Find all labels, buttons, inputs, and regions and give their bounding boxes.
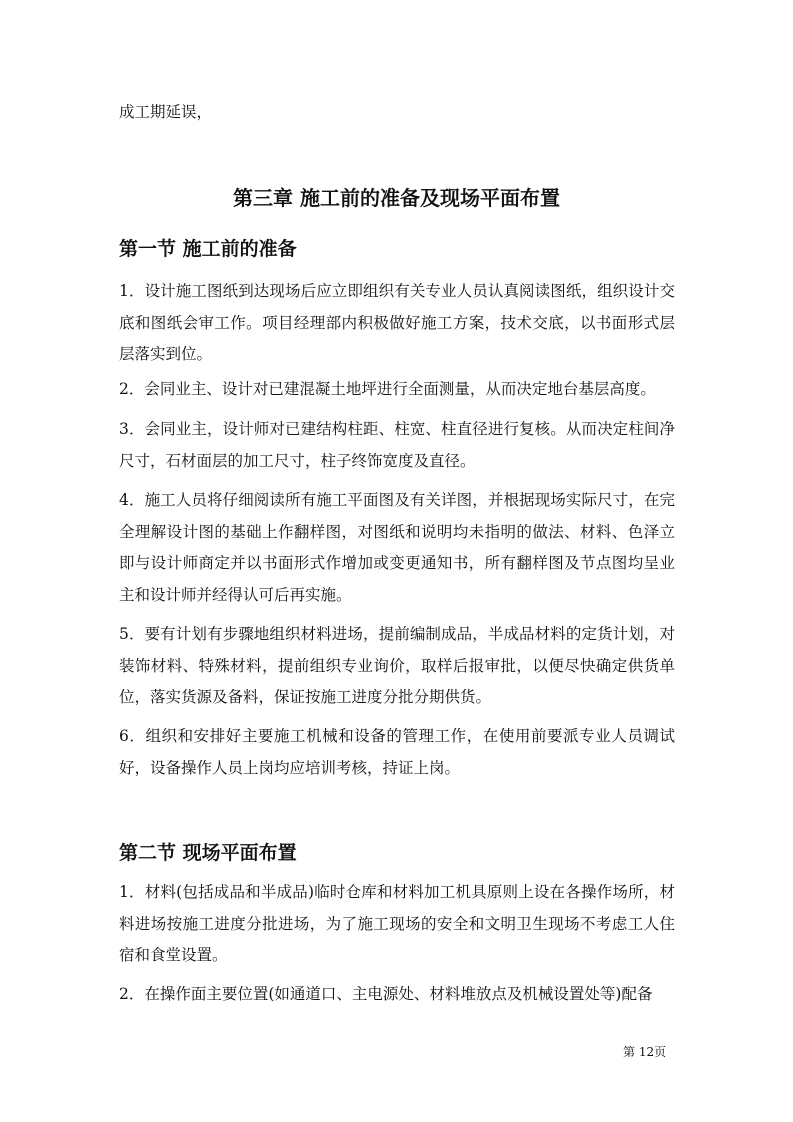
chapter-title: 第三章 施工前的准备及现场平面布置 xyxy=(233,186,560,210)
page-number: 第 12页 xyxy=(623,1045,667,1059)
paragraph-2-1: 1．材料(包括成品和半成品)临时仓库和材料加工机具原则上设在各操作场所，材料进场按施工进度分批进场，为了施工现场的安全和文明卫生现场不考虑工人住宿和食堂设置。 xyxy=(119,883,675,964)
paragraph-1-5: 5．要有计划有步骤地组织材料进场，提前编制成品，半成品材料的定货计划，对装饰材料、特殊材料，提前组织专业询价，取样后报审批，以便尽快确定供货单位，落实货源及备料，保证按施工进度分批分期供货。 xyxy=(119,625,675,706)
paragraph-1-4: 4．施工人员将仔细阅读所有施工平面图及有关详图，并根据现场实际尺寸，在完全理解设计图的基础上作翻样图，对图纸和说明均未指明的做法、材料、色泽立即与设计师商定并以书面形式作增加或变更通知书，所有翻样图及节点图均呈业主和设计师并经得认可后再实施。 xyxy=(119,491,675,604)
paragraph-2-2: 2．在操作面主要位置(如通道口、主电源处、材料堆放点及机械设置处等)配备 xyxy=(119,985,653,1003)
paragraph-1-2: 2．会同业主、设计对已建混凝土地坪进行全面测量，从而决定地台基层高度。 xyxy=(119,380,656,398)
paragraph-1-3: 3．会同业主，设计师对已建结构柱距、柱宽、柱直径进行复核。从而决定柱间净尺寸，石材面层的加工尺寸，柱子终饰宽度及直径。 xyxy=(119,420,675,470)
paragraph-1-1: 1．设计施工图纸到达现场后应立即组织有关专业人员认真阅读图纸，组织设计交底和图纸会审工作。项目经理部内积极做好施工方案，技术交底，以书面形式层层落实到位。 xyxy=(119,282,675,363)
section-title-2: 第二节 现场平面布置 xyxy=(119,842,297,864)
continuation-text: 成工期延误， xyxy=(119,103,213,121)
paragraph-1-6: 6．组织和安排好主要施工机械和设备的管理工作，在使用前要派专业人员调试好，设备操作人员上岗均应培训考核，持证上岗。 xyxy=(119,727,675,777)
section-title-1: 第一节 施工前的准备 xyxy=(119,238,297,260)
